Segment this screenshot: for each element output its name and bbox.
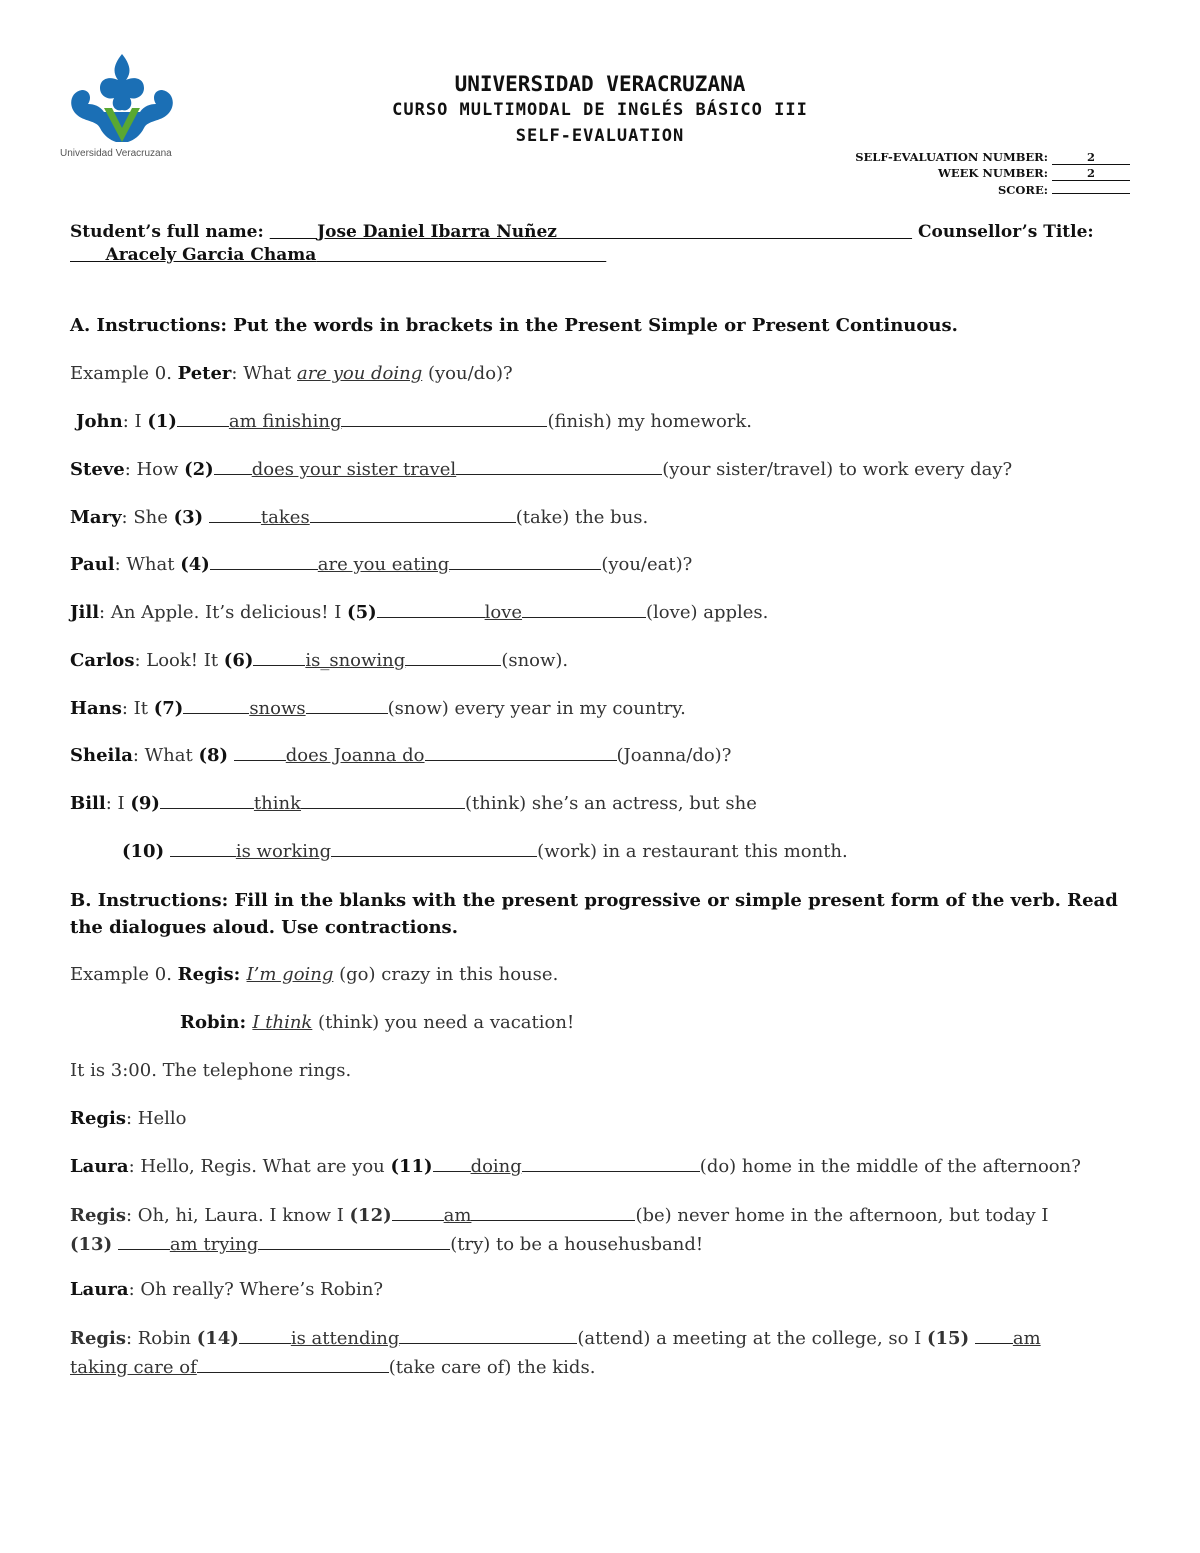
exercise-item-3: [70, 504, 648, 532]
dialogue-laura-2: [70, 1276, 383, 1304]
text: : Robin: [125, 1328, 197, 1349]
text: : What: [132, 745, 199, 766]
item-number: (13): [70, 1234, 113, 1255]
meta-label: SELF-EVALUATION NUMBER:: [855, 150, 1048, 164]
answer[interactable]: am: [1012, 1328, 1041, 1349]
example-answer: are you doing: [297, 363, 423, 384]
example-prefix: Example 0.: [70, 363, 172, 384]
meta-value: 2: [1052, 166, 1130, 181]
exercise-item-6: [70, 647, 568, 675]
week-number: [938, 166, 1130, 181]
section-b-example-2: Robin: I think (think) you need a vacation!: [180, 1012, 575, 1033]
exercise-item-1: [76, 408, 752, 436]
speaker: Jill: [70, 602, 100, 623]
answer[interactable]: am finishing: [228, 411, 342, 432]
answer[interactable]: snows: [249, 698, 306, 719]
meta-label: WEEK NUMBER:: [937, 166, 1048, 180]
text: (go) crazy in this house.: [333, 964, 559, 985]
answer[interactable]: takes: [260, 507, 310, 528]
item-number: (9): [130, 793, 160, 814]
text: It is 3:00. The telephone rings.: [70, 1060, 352, 1081]
answer[interactable]: does Joanna do: [285, 745, 425, 766]
section-b-label: B. Instructions: [70, 890, 222, 911]
answer[interactable]: are you eating: [317, 554, 450, 575]
text: (try) to be a househusband!: [450, 1234, 704, 1255]
item-number: (3): [173, 507, 204, 528]
speaker: Bill: [70, 793, 106, 814]
text: (work) in a restaurant this month.: [537, 841, 848, 862]
text: (you/eat)?: [601, 554, 693, 575]
text: : How: [124, 459, 185, 480]
speaker: Carlos: [70, 650, 135, 671]
text: : Hello, Regis. What are you: [128, 1156, 391, 1177]
answer[interactable]: think: [253, 793, 302, 814]
counsellor-value: Aracely Garcia Chama: [105, 245, 317, 265]
text: (finish) my homework.: [547, 411, 753, 432]
item-number: (15): [927, 1328, 970, 1349]
answer[interactable]: am trying: [169, 1234, 259, 1255]
speaker: Steve: [70, 459, 125, 480]
speaker: Sheila: [70, 745, 133, 766]
text: : Oh really? Where’s Robin?: [128, 1279, 384, 1300]
item-number: (7): [153, 698, 184, 719]
example-answer: I’m going: [246, 964, 334, 985]
university-title: UNIVERSIDAD VERACRUZANA: [454, 72, 746, 96]
item-number: (1): [147, 411, 177, 432]
text: : What: [114, 554, 181, 575]
exercise-item-5: [70, 599, 768, 627]
score: [998, 183, 1130, 197]
speaker: Paul: [70, 554, 115, 575]
item-number: (11): [390, 1156, 433, 1177]
dialogue-regis-3: [70, 1324, 1140, 1382]
answer[interactable]: love: [484, 602, 523, 623]
text: (take care of) the kids.: [388, 1357, 596, 1378]
answer[interactable]: is attending: [290, 1328, 400, 1349]
document-title: SELF-EVALUATION: [515, 126, 685, 146]
exercise-item-4: [70, 551, 692, 579]
speaker: Regis: [70, 1328, 126, 1349]
example-prefix: Example 0.: [70, 964, 172, 985]
item-number: (14): [196, 1328, 239, 1349]
item-number: (12): [349, 1205, 392, 1226]
text: : Oh, hi, Laura. I know I: [125, 1205, 350, 1226]
answer[interactable]: doing: [470, 1156, 522, 1177]
exercise-item-10: [122, 838, 848, 866]
exercise-item-2: [70, 456, 1012, 484]
dialogue-laura-1: [70, 1153, 1081, 1181]
item-number: (4): [180, 554, 210, 575]
student-info: [70, 221, 1130, 267]
self-evaluation-number: [855, 150, 1130, 165]
answer[interactable]: is working: [235, 841, 332, 862]
counsellor-label: Counsellor’s Title:: [917, 222, 1094, 242]
item-number: (8): [198, 745, 229, 766]
dialogue-regis-hello: [70, 1105, 186, 1133]
exercise-item-9: [70, 790, 757, 818]
text: : I: [105, 793, 131, 814]
answer[interactable]: is_snowing: [305, 650, 406, 671]
text: (be) never home in the afternoon, but today I: [635, 1205, 1049, 1226]
section-b-text: : Fill in the blanks with the present progressive or simple present form of the verb. Read the dialogues aloud. Use contractions.: [70, 890, 1118, 938]
text: (love) apples.: [646, 602, 769, 623]
speaker: Mary: [70, 507, 122, 528]
speaker: Laura: [70, 1156, 129, 1177]
answer[interactable]: taking care of: [70, 1357, 197, 1378]
item-number: (5): [347, 602, 377, 623]
speaker: Peter: [177, 363, 232, 384]
speaker: Regis: [177, 964, 234, 985]
meta-label: SCORE:: [997, 183, 1048, 197]
item-number: (10): [122, 841, 165, 862]
speaker: Regis: [70, 1205, 126, 1226]
text: : It: [121, 698, 154, 719]
speaker: Laura: [70, 1279, 129, 1300]
meta-value: [1052, 193, 1130, 194]
answer[interactable]: does your sister travel: [251, 459, 457, 480]
text: : Hello: [125, 1108, 187, 1129]
text: : What: [231, 363, 297, 384]
scene-description: [70, 1057, 351, 1085]
text: (your sister/travel) to work every day?: [662, 459, 1013, 480]
text: : An Apple. It’s delicious! I: [99, 602, 348, 623]
text: (you/do)?: [422, 363, 513, 384]
answer[interactable]: am: [443, 1205, 472, 1226]
text: : She: [121, 507, 174, 528]
dialogue-regis-2: [70, 1201, 1140, 1259]
section-a-example: [70, 360, 513, 388]
logo-caption: Universidad Veracruzana: [60, 148, 172, 159]
item-number: (2): [184, 459, 214, 480]
student-name-label: Student’s full name:: [70, 222, 264, 242]
section-b-example-1: Example 0. Regis: I’m going (go) crazy in this house.: [70, 964, 559, 985]
text: (take) the bus.: [515, 507, 649, 528]
speaker: John: [76, 411, 123, 432]
example-answer: I think: [252, 1012, 313, 1033]
exercise-item-7: [70, 695, 686, 723]
text: : Look! It: [134, 650, 224, 671]
course-title: CURSO MULTIMODAL DE INGLÉS BÁSICO III: [392, 100, 808, 120]
text: (snow).: [501, 650, 569, 671]
text: (attend) a meeting at the college, so I: [577, 1328, 928, 1349]
item-number: (6): [223, 650, 254, 671]
section-a-instructions: [70, 312, 1130, 339]
text: : I: [122, 411, 148, 432]
section-a-label: A. Instructions: [70, 315, 221, 336]
section-b-instructions: [70, 887, 1130, 941]
speaker: Robin: [180, 1012, 240, 1033]
text: (think) you need a vacation!: [312, 1012, 575, 1033]
exercise-item-8: [70, 742, 731, 770]
section-a-text: : Put the words in brackets in the Present Simple or Present Continuous.: [220, 315, 958, 336]
text: (do) home in the middle of the afternoon?: [699, 1156, 1081, 1177]
text: (Joanna/do)?: [616, 745, 732, 766]
meta-value: 2: [1052, 150, 1130, 165]
text: (snow) every year in my country.: [387, 698, 686, 719]
student-name-value: Jose Daniel Ibarra Nuñez: [317, 222, 557, 242]
speaker: Hans: [70, 698, 122, 719]
text: (think) she’s an actress, but she: [465, 793, 757, 814]
speaker: Regis: [70, 1108, 126, 1129]
